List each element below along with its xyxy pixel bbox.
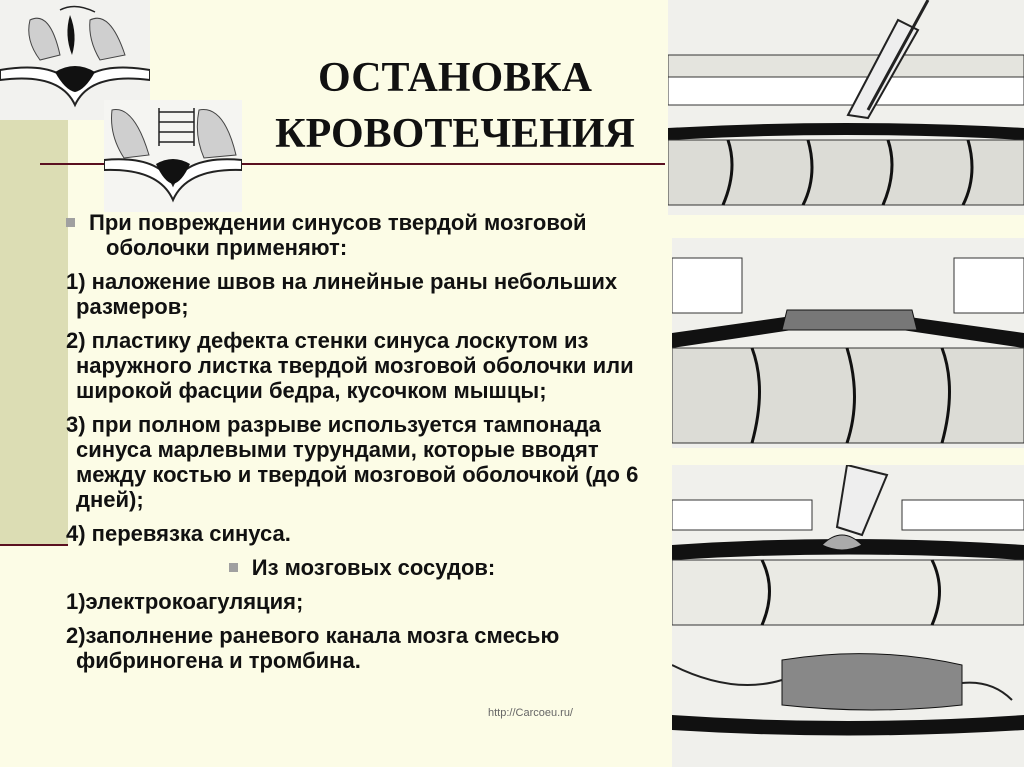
bullet-text: При повреждении синусов твердой мозговой оболочки применяют: (89, 210, 587, 260)
bullet-item (62, 210, 662, 260)
bullet-item (62, 555, 662, 580)
list-item: 3) при полном разрыве используется тампонада синуса марлевыми турундами, которые вводят между костью и твердой мозговой оболочкой (до 6 дней); (66, 412, 639, 512)
square-bullet-icon (66, 218, 75, 227)
sinus-suture-illustration (104, 100, 242, 212)
bullet-text: Из мозговых сосудов: (251, 555, 496, 580)
watermark-url: http://Carcoeu.ru/ (488, 707, 573, 719)
list-item: 1) наложение швов на линейные раны небольших размеров; (66, 269, 618, 319)
list-item: 1)электрокоагуляция; (66, 589, 304, 614)
bottom-rule (0, 544, 68, 546)
decorative-side-bar (0, 118, 68, 544)
page-title: ОСТАНОВКА КРОВОТЕЧЕНИЯ (275, 55, 635, 157)
content-list (62, 210, 662, 682)
sinus-tamponade-illustration (668, 0, 1024, 215)
list-item: 2)заполнение раневого канала мозга смесью фибриногена и тромбина. (66, 623, 560, 673)
sinus-ligation-illustration (672, 465, 1024, 767)
square-bullet-icon (229, 563, 238, 572)
list-item: 4) перевязка синуса. (66, 521, 291, 546)
sinus-plastic-illustration (672, 238, 1024, 448)
list-item: 2) пластику дефекта стенки синуса лоскутом из наружного листка твердой мозговой оболочки или широкой фасции бедра, кусочком мышцы; (66, 328, 634, 403)
